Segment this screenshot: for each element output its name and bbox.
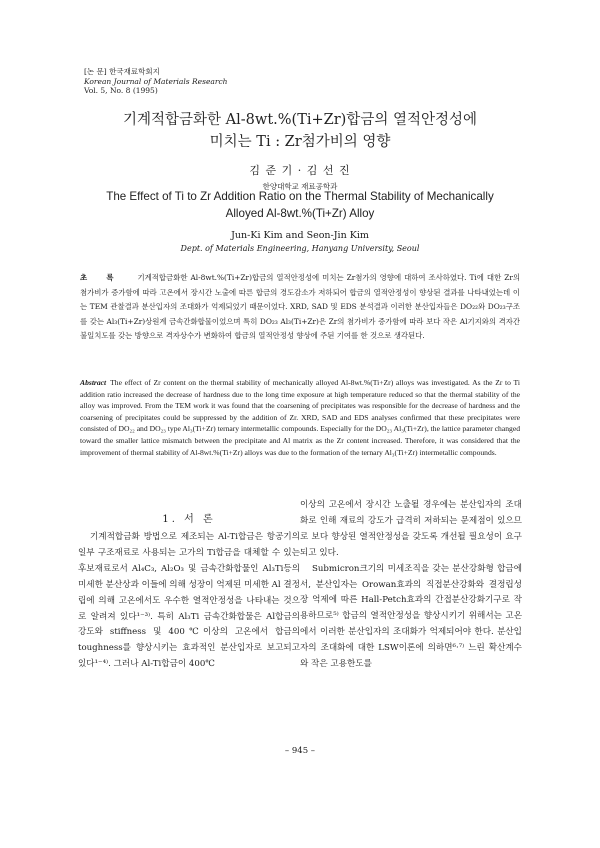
authors-ko: 김 준 기 · 김 선 진 — [249, 164, 351, 177]
title-ko-line-2: 미치는 Ti : Zr첨가비의 영향 — [209, 134, 391, 150]
abstract-ko-text: 기계적합금화한 Al-8wt.%(Ti+Zr)합금의 열적안정성에 미치는 Zr첨가의 영향에 대하여 조사하였다. Ti에 대한 Zr의 첨가비가 증가함에 따라 고온에서 장시간 노출에 따른 합금의 경도감소가 저하되어 합금의 열적안정성이 향상된 결과를 나타내었는데 이는 TEM 관찰결과 분산입자의 조대화가 억제되었기 때문이었다. XRD, SAD 및 EDS 분석결과 이러한 분산입자들은 DO₂₂와 DO₂₃구조를 갖는 Al₃(Ti+Zr)상원계 금속간화합물이었으며 특히 DO₂₃ Al₃(Ti+Zr)은 Zr의 첨가비가 증가함에 따라 보다 작은 Al기지와의 격자간불일치도를 갖는 방향으로 격자상수가 변화하여 합금의 열적안정성 향상에 주된 기여를 한 것으로 생각된다. — [80, 273, 520, 341]
abstract-ko-label: 초 록 — [80, 273, 122, 282]
intro-paragraph-1: 기계적합금화 방법으로 제조되는 Al-Ti합금은 항공기의 일부 구조재료로 사용되는 고가의 Ti합금을 대체할 수 있는 후보재료로서 Al₄C₃, Al₂O₃ 및 금속간화합물인 Al₃Ti등의 미세한 분산상과 이들에 의해 성장이 억제된 미세한 Al 결정립에 의해 고온에서도 우수한 열적안정성을 나타내는 것으로 알려져 있다¹⁻³⁾. 특히 Al₃Ti 금속간화합물은 Al합금의 강도와 stiffness 및 400℃이상의 고온에서 합금의 toughness를 향상시키는 효과적인 분산입자로 보고되고 있다¹⁻⁴⁾. 그러나 Al-Ti합금이 400℃ — [78, 532, 300, 670]
authors-en: Jun-Ki Kim and Seon-Jin Kim — [231, 230, 369, 241]
title-en-line-1: The Effect of Ti to Zr Addition Ratio on the Thermal Stability of Mechanically — [106, 190, 494, 203]
intro-paragraph-1-cont: 이상의 고온에서 장시간 노출될 경우에는 분산입자의 조대화로 인해 재료의 강도가 급격히 저하되는 문제점이 있으므로 보다 향상된 열적안정성을 갖도록 개선될 필요성이 요구되고 있다. — [300, 500, 522, 558]
abstract-en-text: The effect of Zr content on the thermal stability of mechanically alloyed Al-8wt.%(Ti+Zr) alloys was investigated. As the Zr to Ti addition ratio increased the decrease of hardness due to the long time exposure at high temperature reduced so that the thermal stability of the alloy was improved. From the TEM work it was found that the coarsening of precipitates was responsible for the decrease of hardness and the coarsening of precipitates could be suppressed by the addition of Zr. XRD, SAD and EDS analyses confirmed that these precipitates were consisted of DO₂₂ and DO₂₃ type Al₃(Ti+Zr) ternary intermetallic compounds. Especially for the DO₂₃ Al₃(Ti+Zr), the lattice parameter changed toward the smaller lattice mismatch between the precipitate and Al matrix as the Zr content increased. Therefore, it was considered that the improvement of thermal stability of Al-8wt.%(Ti+Zr) alloys was due to the formation of the ternary Al₃(Ti+Zr) intermetallic compounds. — [80, 378, 520, 457]
affiliation-ko: 한양대학교 재료공학과 — [262, 182, 338, 191]
intro-paragraph-2: Submicron크기의 미세조직을 갖는 분산강화형 합금에서, 분산입자는 Orowan효과의 직접분산강화와 결정립성장 억제에 따른 Hall-Petch효과의 간접분산강화기구로 작용하므로⁵⁾ 합금의 열적안정성을 향상시키기 위해서는 고온에서 이러한 분산입자의 조대화가 억제되어야 한다. 분산입자의 조대화에 대한 LSW이론에 의하면⁶·⁷⁾ 느린 확산계수와 작은 고용한도를 — [300, 563, 522, 670]
abstract-ko — [80, 271, 520, 344]
journal-header — [84, 67, 227, 96]
journal-name-ko: [논 문] 한국재료학회지 — [84, 67, 160, 76]
affiliation-en: Dept. of Materials Engineering, Hanyang University, Seoul — [180, 244, 420, 253]
section-heading-introduction: 1. 서 론 — [162, 514, 216, 525]
title-en-line-2: Alloyed Al-8wt.%(Ti+Zr) Alloy — [225, 207, 375, 220]
journal-volume: Vol. 5, No. 8 (1995) — [84, 86, 158, 95]
abstract-en-label: Abstract — [80, 378, 107, 387]
title-ko-line-1: 기계적합금화한 Al-8wt.%(Ti+Zr)합금의 열적안정성에 — [123, 112, 477, 128]
journal-name-en: Korean Journal of Materials Research — [84, 76, 228, 86]
left-column — [78, 512, 300, 673]
right-column — [300, 498, 522, 673]
abstract-en — [80, 377, 520, 458]
page-number: – 945 – — [284, 746, 316, 756]
